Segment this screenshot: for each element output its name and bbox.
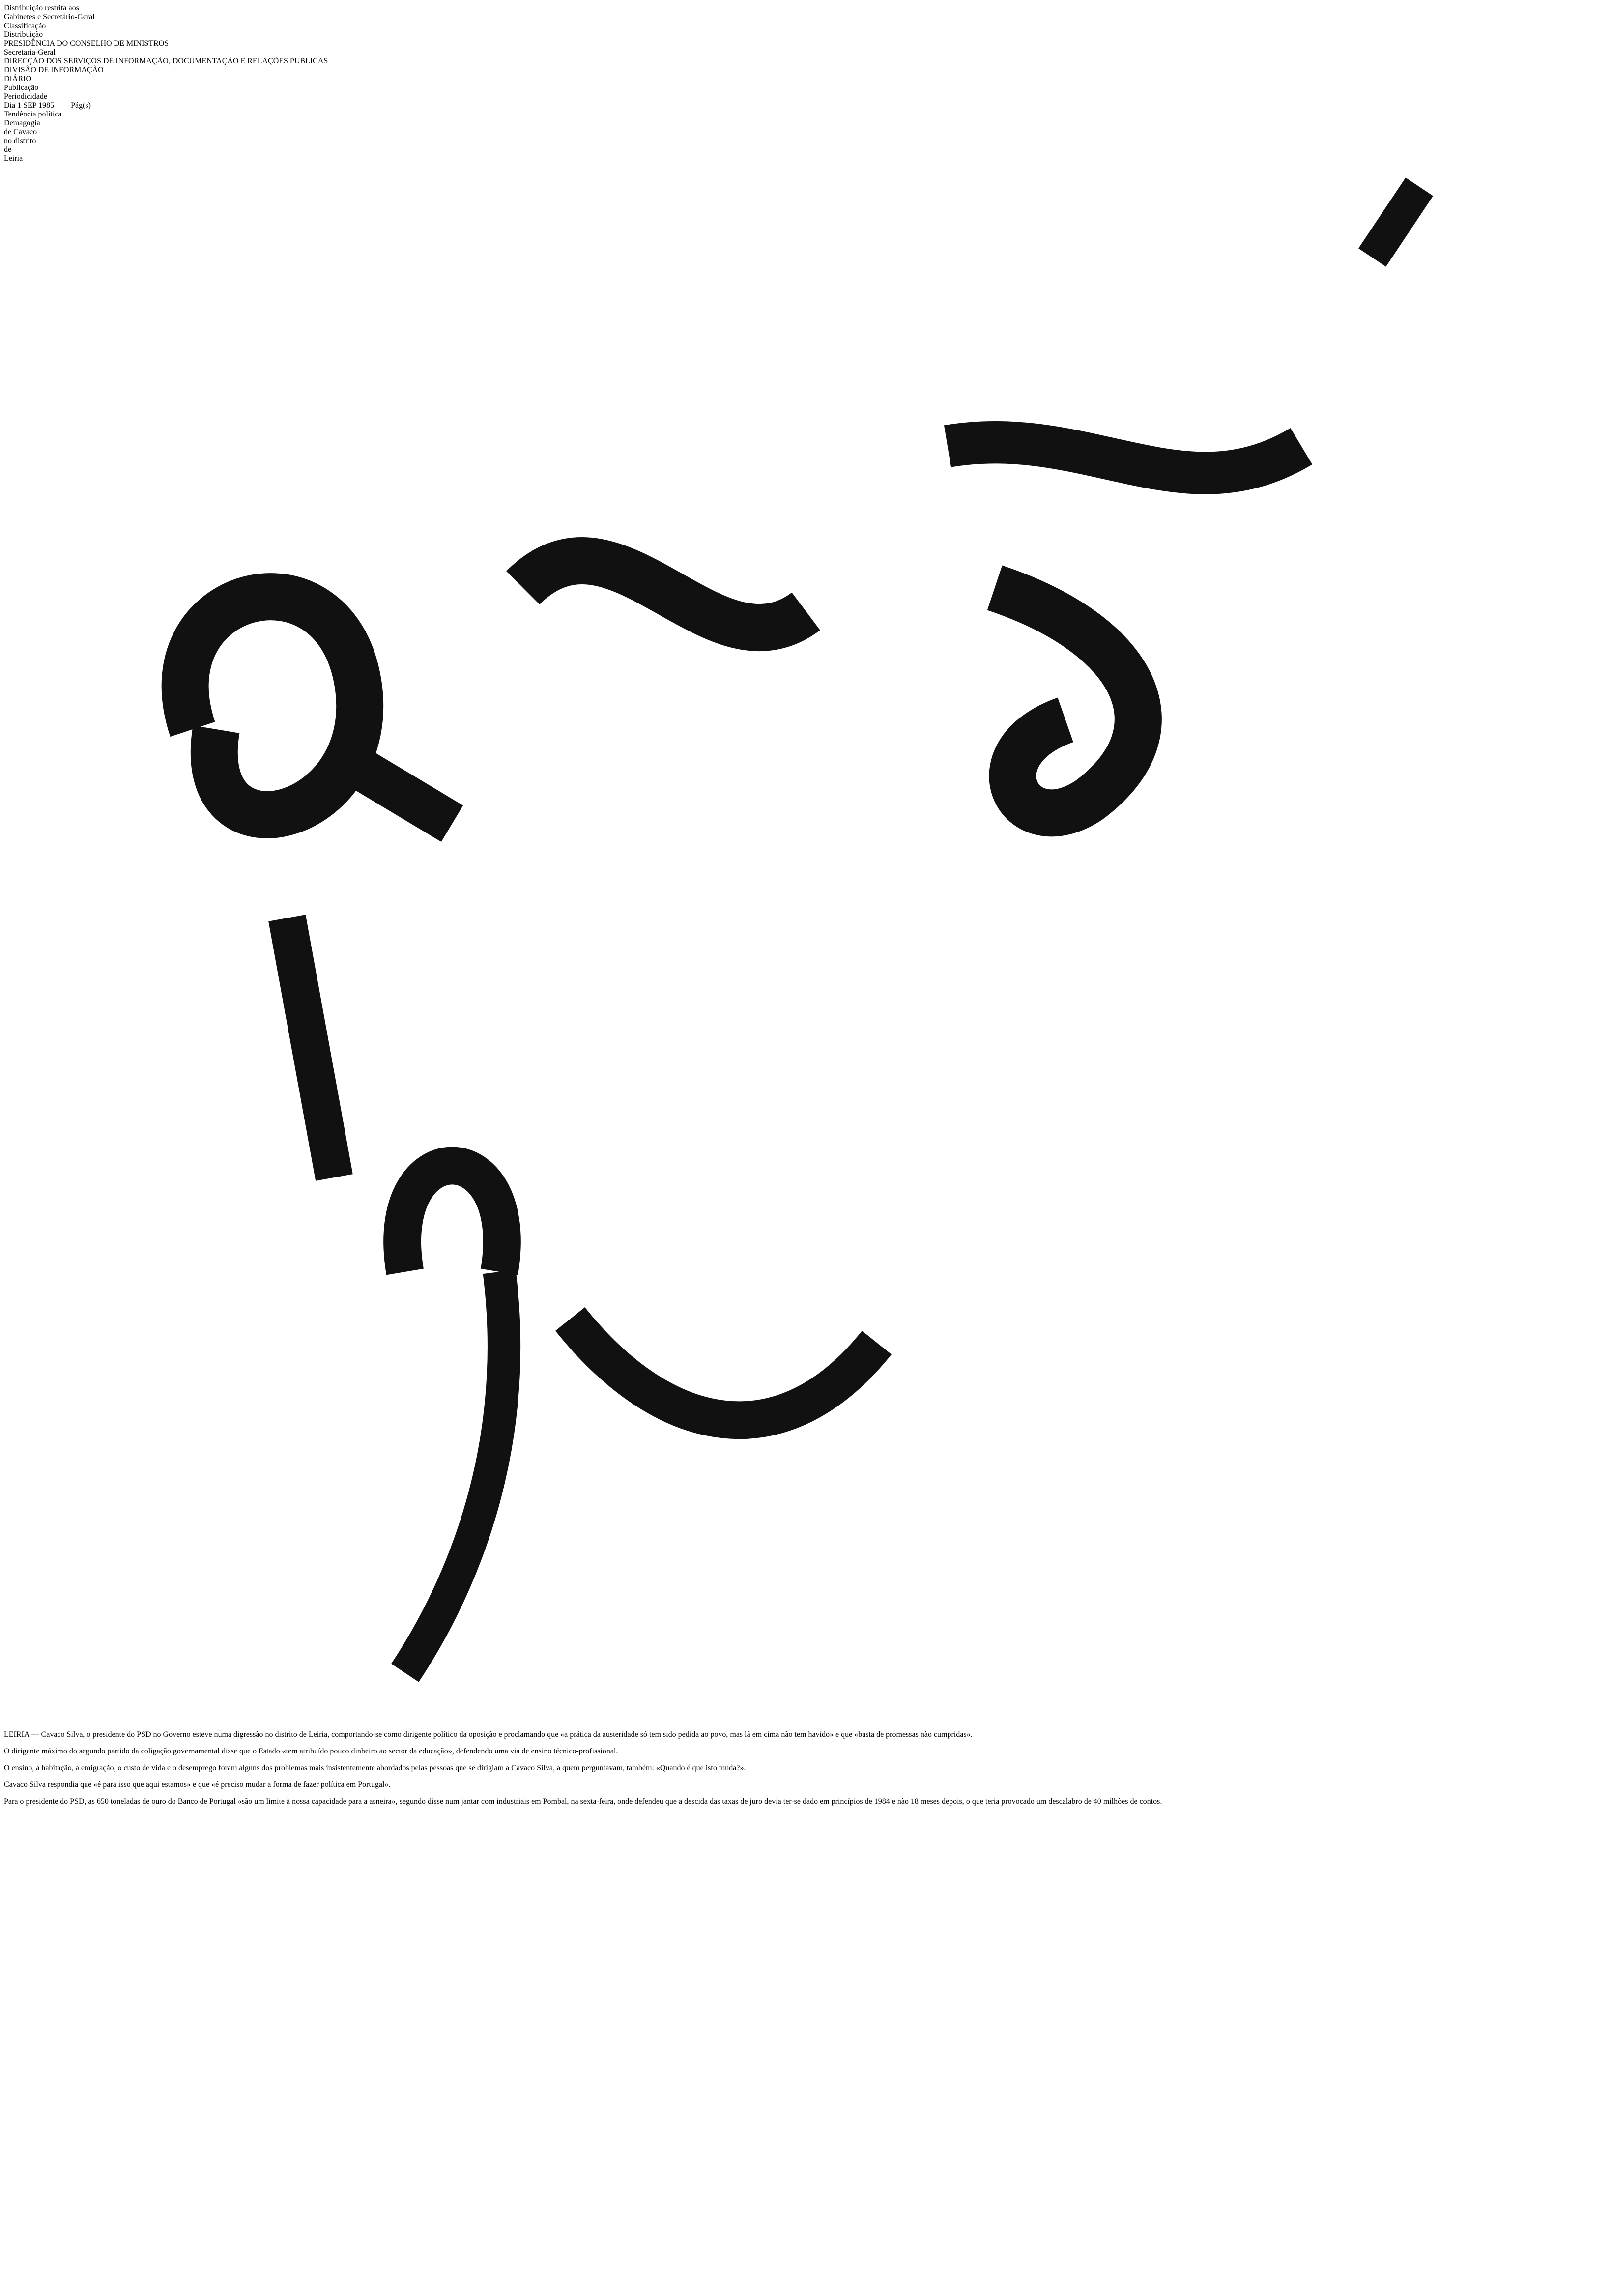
article-paragraph: O dirigente máximo do segundo partido da coligação governamental disse que o Estado «tem atribuído pouco dinheiro ao sector da educação», defendendo uma via de ensino técnico-profissional.: [4, 1747, 618, 1755]
pags-label: Pág(s): [71, 101, 91, 110]
article-headline: [4, 119, 1608, 163]
article-paragraph: Cavaco Silva respondia que «é para isso que aqui estamos» e que «é preciso mudar a forma de fazer política em Portugal».: [4, 1780, 391, 1789]
distribution-restriction-line1: Distribuição restrita aos: [4, 4, 79, 12]
page-title: PRESIDÊNCIA DO CONSELHO DE MINISTROS: [4, 39, 169, 48]
article-paragraph: Para o presidente do PSD, as 650 toneladas de ouro do Banco de Portugal «são um limite à nossa capacidade para a asneira», segundo disse num jantar com industriais em Pombal, na sexta-feira, onde defendeu que a descida das taxas de juro devia ter-se dado em princípios de 1984 e não 18 meses depois, o que teria provocado um descalabro de 40 milhões de contos.: [4, 1797, 1162, 1806]
tendencia-field: [4, 110, 1608, 119]
headline-line: no distrito: [4, 137, 36, 145]
periodicidade-field: [4, 92, 1608, 101]
dia-value: 1 SEP 1985: [17, 101, 55, 110]
distribution-label: Distribuição: [4, 30, 43, 39]
document-page: [4, 4, 1608, 1806]
page-subtitle: Secretaria-Geral: [4, 48, 56, 57]
distribution-restriction-line2: Gabinetes e Secretário-Geral: [4, 13, 95, 21]
headline-line: Demagogia: [4, 119, 40, 127]
headline-line: de Cavaco: [4, 128, 37, 136]
classification-label: Classificação: [4, 22, 46, 30]
division-line: DIVISÃO DE INFORMAÇÃO: [4, 66, 104, 74]
dia-field: [4, 101, 1608, 110]
publicacao-field: [4, 84, 1608, 92]
dia-label: Dia: [4, 101, 16, 110]
directorate-line: DIRECÇÃO DOS SERVIÇOS DE INFORMAÇÃO, DOCUMENTAÇÃO E RELAÇÕES PÚBLICAS: [4, 57, 328, 65]
publicacao-label: Publicação: [4, 84, 39, 92]
article-body: [4, 1730, 1608, 1806]
headline-line: Leiria: [4, 154, 23, 163]
stamp-text: DIÁRIO: [4, 75, 31, 83]
article-paragraph: LEIRIA — Cavaco Silva, o presidente do PSD no Governo esteve numa digressão no distrito de Leiria, comportando-se como dirigente político da oposição e proclamando que «a prática da austeridade só tem sido pedida ao povo, mas lá em cima não tem havido» e que «basta de promessas não cumpridas».: [4, 1730, 973, 1739]
article-paragraph: O ensino, a habitação, a emigração, o custo de vida e o desemprego foram alguns dos problemas mais insistentemente abordados pelas pessoas que se dirigiam a Cavaco Silva, a quem perguntavam, também: «Quando é que isto muda?».: [4, 1764, 746, 1772]
diario-stamp: [4, 75, 1608, 84]
tendencia-label: Tendência política: [4, 110, 62, 118]
headline-line: de: [4, 145, 12, 154]
handwritten-annotation-icon: [4, 163, 1608, 1720]
periodicidade-label: Periodicidade: [4, 92, 47, 101]
